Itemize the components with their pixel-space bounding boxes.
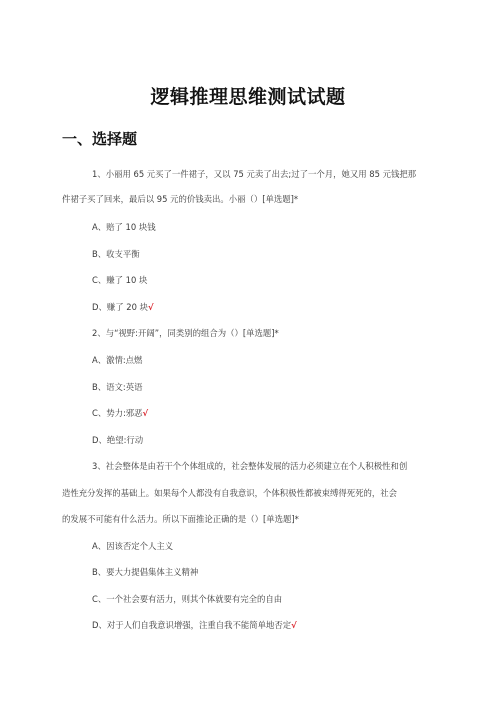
- question-3-option-c: C、一个社会要有活力，则其个体就要有完全的自由: [92, 594, 283, 604]
- document-title: 逻辑推理思维测试试题: [150, 86, 346, 108]
- question-3-line-1: 3、社会整体是由若干个个体组成的，社会整体发展的活力必须建立在个人积极性和创: [92, 461, 408, 471]
- question-3-option-d: D、对于人们自我意识增强，注重自我不能简单地否定√: [92, 620, 297, 630]
- section-heading: 一、选择题: [62, 130, 138, 148]
- question-1-option-d: D、赚了 20 块√: [92, 302, 154, 312]
- question-3-line-3: 的发展不可能有什么活力。所以下面推论正确的是（）[单选题]*: [62, 514, 299, 524]
- question-1-option-a: A、赔了 10 块钱: [92, 222, 156, 232]
- question-1-line-1: 1、小丽用 65 元买了一件裙子，又以 75 元卖了出去;过了一个月，她又用 85 元钱把那: [92, 169, 417, 179]
- correct-checkmark: √: [142, 408, 149, 418]
- question-3-line-2: 造性充分发挥的基础上。如果每个人都没有自我意识，个体积极性都被束缚得死死的，社会: [62, 488, 397, 498]
- question-3-option-b: B、要大力提倡集体主义精神: [92, 567, 199, 577]
- correct-checkmark: √: [147, 302, 154, 312]
- question-1-line-2: 件裙子买了回来，最后以 95 元的价钱卖出。小丽（）[单选题]*: [62, 194, 299, 204]
- question-2-option-c: C、势力:邪恶√: [92, 408, 149, 418]
- question-1-option-c: C、赚了 10 块: [92, 275, 148, 285]
- question-2-option-d: D、绝望:行动: [92, 435, 144, 445]
- question-3-option-a: A、因该否定个人主义: [92, 541, 174, 551]
- correct-checkmark: √: [291, 620, 297, 630]
- question-2-option-a: A、激情:点燃: [92, 355, 143, 365]
- question-2-option-b: B、语文:英语: [92, 382, 143, 392]
- question-1-option-b: B、收支平衡: [92, 249, 140, 259]
- question-2-line-1: 2、与“视野:开阔”，同类别的组合为（）[单选题]*: [92, 328, 279, 338]
